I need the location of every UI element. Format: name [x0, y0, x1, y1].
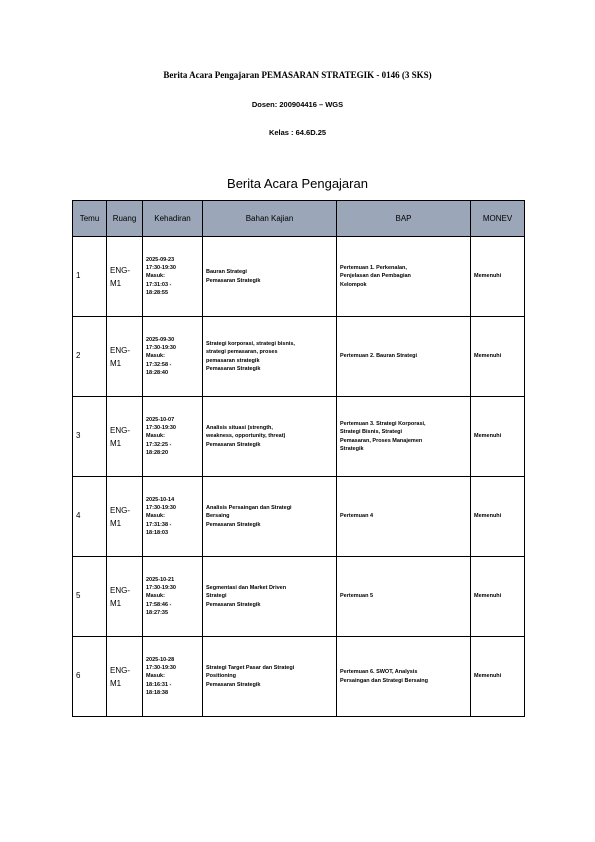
cell-kehadiran-line: Masuk: [146, 593, 165, 600]
cell-kehadiran-line: 17:32:25 - [146, 441, 172, 448]
cell-temu: 1 [73, 237, 107, 317]
col-header-monev: MONEV [471, 201, 525, 237]
cell-bap-line: Strategi Bisnis, Strategi [340, 429, 403, 436]
cell-monev: Memenuhi [471, 637, 525, 717]
cell-ruang-line: M1 [110, 678, 122, 688]
cell-kehadiran-line: 2025-09-30 [146, 336, 175, 343]
cell-kehadiran-line: 17:30-19:30 [146, 585, 176, 592]
cell-bahan-kajian [203, 317, 337, 397]
cell-monev: Memenuhi [471, 397, 525, 477]
page-title: Berita Acara Pengajaran PEMASARAN STRATEGIK - 0146 (3 SKS) [163, 70, 432, 80]
cell-kehadiran-line: Masuk: [146, 273, 165, 280]
table-header-row [73, 201, 525, 237]
table-row [73, 237, 525, 317]
cell-bap-line: Pertemuan 2. Bauran Strategi [340, 353, 418, 360]
cell-bap-line: Penjelasan dan Pembagian [340, 273, 411, 280]
cell-bap-line: Pertemuan 4 [340, 513, 374, 520]
cell-bap [337, 317, 471, 397]
cell-kehadiran-line: 17:30-19:30 [146, 345, 176, 352]
cell-kehadiran [143, 237, 203, 317]
cell-kehadiran-line: 17:31:38 - [146, 521, 172, 528]
bap-table [72, 200, 525, 717]
cell-kehadiran-line: 18:28:20 [146, 449, 169, 456]
cell-temu: 3 [73, 397, 107, 477]
lecturer-line: Dosen: 200904416 – WGS [251, 100, 344, 109]
cell-monev: Memenuhi [471, 477, 525, 557]
cell-kehadiran-line: 18:28:40 [146, 369, 169, 376]
cell-kehadiran-line: 18:18:38 [146, 689, 169, 696]
cell-bahan-kajian [203, 237, 337, 317]
cell-kehadiran-line: Masuk: [146, 433, 165, 440]
cell-kehadiran-line: 2025-10-28 [146, 656, 175, 663]
cell-bap-line: Pertemuan 5 [340, 593, 374, 600]
cell-ruang-line: ENG- [110, 425, 130, 435]
cell-bahan-kajian-line: Pemasaran Strategik [206, 441, 261, 448]
cell-bahan-kajian-line: pemasaran strategik [206, 357, 260, 364]
cell-bahan-kajian-line: Pemasaran Strategik [206, 365, 261, 372]
col-header-bahan-kajian: Bahan Kajian [203, 201, 337, 237]
cell-ruang-line: M1 [110, 438, 122, 448]
cell-bap [337, 557, 471, 637]
cell-kehadiran-line: 18:28:55 [146, 289, 169, 296]
cell-kehadiran-line: 2025-10-14 [146, 496, 175, 503]
cell-bahan-kajian-line: Pemasaran Strategik [206, 601, 261, 608]
cell-bap [337, 637, 471, 717]
cell-ruang-line: M1 [110, 518, 122, 528]
cell-bap [337, 397, 471, 477]
cell-bap [337, 237, 471, 317]
cell-kehadiran [143, 477, 203, 557]
cell-monev: Memenuhi [471, 317, 525, 397]
cell-ruang-line: ENG- [110, 665, 130, 675]
col-header-temu: Temu [73, 201, 107, 237]
cell-bahan-kajian-line: Segmentasi dan Market Driven [206, 585, 287, 592]
cell-bahan-kajian-line: Bersaing [206, 513, 230, 520]
table-row [73, 557, 525, 637]
cell-kehadiran-line: Masuk: [146, 673, 165, 680]
col-header-ruang: Ruang [107, 201, 143, 237]
table-row [73, 317, 525, 397]
cell-monev: Memenuhi [471, 557, 525, 637]
cell-ruang-line: ENG- [110, 585, 130, 595]
cell-kehadiran-line: 2025-10-21 [146, 576, 175, 583]
cell-ruang [107, 237, 143, 317]
table-row [73, 397, 525, 477]
table-row [73, 637, 525, 717]
cell-ruang-line: M1 [110, 278, 122, 288]
section-title: Berita Acara Pengajaran [227, 176, 368, 191]
cell-bahan-kajian-line: Bauran Strategi [206, 269, 247, 276]
cell-bap-line: Pertemuan 1. Perkenalan, [340, 265, 407, 272]
cell-ruang-line: ENG- [110, 505, 130, 515]
cell-kehadiran-line: 17:30-19:30 [146, 425, 176, 432]
cell-kehadiran-line: 18:18:03 [146, 529, 169, 536]
cell-kehadiran-line: 17:30-19:30 [146, 665, 176, 672]
cell-kehadiran-line: 2025-10-07 [146, 416, 175, 423]
cell-bahan-kajian-line: Analisis Persaingan dan Strategi [206, 505, 292, 512]
cell-kehadiran-line: Masuk: [146, 353, 165, 360]
cell-bahan-kajian-line: Strategi korporasi, strategi bisnis, [206, 341, 295, 348]
cell-bap-line: Pertemuan 3. Strategi Korporasi, [340, 421, 426, 428]
cell-monev: Memenuhi [471, 237, 525, 317]
cell-kehadiran [143, 637, 203, 717]
cell-bahan-kajian-line: Strategi [206, 593, 227, 600]
cell-bahan-kajian-line: strategi pemasaran, proses [206, 349, 278, 356]
cell-ruang [107, 557, 143, 637]
cell-bap [337, 477, 471, 557]
cell-temu: 4 [73, 477, 107, 557]
col-header-kehadiran: Kehadiran [143, 201, 203, 237]
cell-temu: 5 [73, 557, 107, 637]
cell-ruang-line: ENG- [110, 265, 130, 275]
cell-kehadiran-line: 17:31:03 - [146, 281, 172, 288]
cell-kehadiran [143, 397, 203, 477]
cell-bahan-kajian-line: Pemasaran Strategik [206, 681, 261, 688]
cell-bahan-kajian [203, 637, 337, 717]
cell-ruang [107, 477, 143, 557]
cell-kehadiran-line: 17:30-19:30 [146, 505, 176, 512]
cell-bahan-kajian [203, 397, 337, 477]
cell-bap-line: Pemasaran, Proses Manajemen [340, 437, 423, 444]
cell-ruang-line: M1 [110, 598, 122, 608]
cell-bahan-kajian [203, 557, 337, 637]
cell-kehadiran-line: 17:58:46 - [146, 601, 172, 608]
cell-ruang-line: M1 [110, 358, 122, 368]
cell-bap-line: Strategik [340, 445, 364, 452]
cell-ruang [107, 637, 143, 717]
cell-ruang-line: ENG- [110, 345, 130, 355]
cell-kehadiran-line: 17:30-19:30 [146, 265, 176, 272]
cell-kehadiran [143, 557, 203, 637]
cell-bahan-kajian-line: Positioning [206, 673, 236, 680]
col-header-bap: BAP [337, 201, 471, 237]
cell-kehadiran-line: 18:16:31 - [146, 681, 172, 688]
cell-temu: 6 [73, 637, 107, 717]
cell-bap-line: Persaingan dan Strategi Bersaing [340, 677, 429, 684]
cell-bahan-kajian-line: Analisis situasi (strength, [206, 425, 273, 432]
cell-bap-line: Pertemuan 6. SWOT, Analysis [340, 669, 418, 676]
cell-bahan-kajian-line: Pemasaran Strategik [206, 521, 261, 528]
cell-bahan-kajian-line: Strategi Target Pasar dan Strategi [206, 665, 295, 672]
cell-kehadiran-line: 18:27:35 [146, 609, 169, 616]
cell-bahan-kajian-line: Pemasaran Strategik [206, 277, 261, 284]
cell-kehadiran-line: Masuk: [146, 513, 165, 520]
cell-bahan-kajian-line: weakness, opportunity, threat) [206, 433, 286, 440]
cell-ruang [107, 397, 143, 477]
cell-bap-line: Kelompok [340, 281, 367, 288]
cell-kehadiran [143, 317, 203, 397]
cell-bahan-kajian [203, 477, 337, 557]
cell-kehadiran-line: 2025-09-23 [146, 256, 175, 263]
class-line: Kelas : 64.6D.25 [268, 128, 327, 137]
table-row [73, 477, 525, 557]
cell-temu: 2 [73, 317, 107, 397]
cell-kehadiran-line: 17:32:58 - [146, 361, 172, 368]
cell-ruang [107, 317, 143, 397]
